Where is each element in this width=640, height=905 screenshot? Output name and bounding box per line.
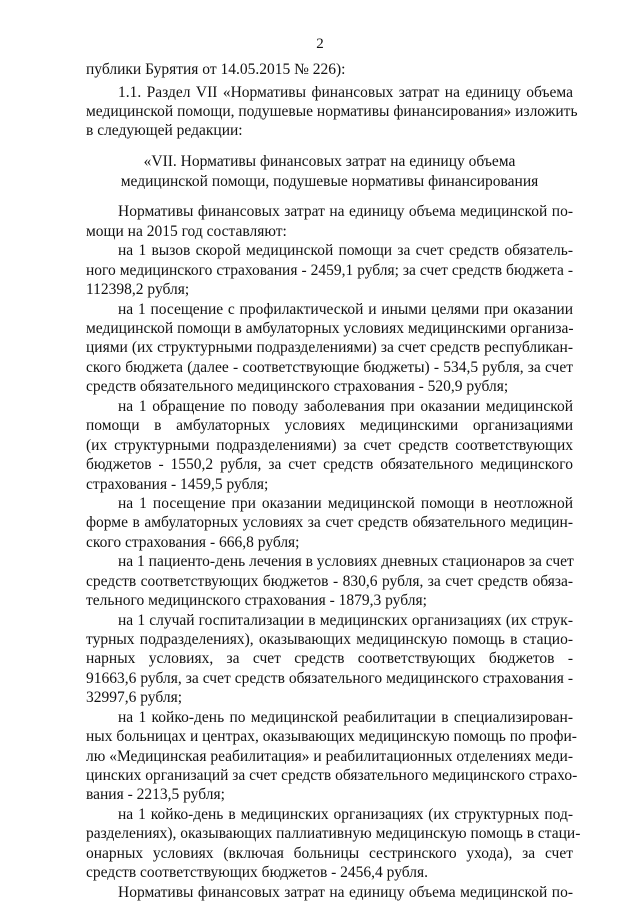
paragraph-line: страхования - 1459,5 рубля; [86, 476, 269, 493]
paragraph-line: бюджетов - 1550,2 рубля, за счет средств обязательного медицинского [86, 456, 573, 473]
paragraph-line: цинских организаций за счет средств обязательного медицинского страхо- [86, 767, 578, 784]
page-number: 2 [316, 36, 324, 52]
paragraph-line: ного медицинского страхования - 2459,1 рубля; за счет средств бюджета - [86, 262, 573, 279]
paragraph-line: форме в амбулаторных условиях за счет средств обязательного медицин- [86, 514, 573, 531]
paragraph-line: 32997,6 рубля; [86, 689, 183, 706]
paragraph-line: тельного медицинского страхования - 1879,3 рубля; [86, 592, 427, 609]
paragraph-line: помощи в амбулаторных условиях медицинскими организациями [86, 417, 573, 434]
paragraph-line: средств обязательного медицинского страхования - 520,9 рубля; [86, 378, 509, 395]
intro-line: публики Бурятия от 14.05.2015 № 226): [86, 61, 346, 78]
section-heading-line: «VII. Нормативы финансовых затрат на единицу объема [143, 153, 516, 170]
paragraph-first-line: на 1 вызов скорой медицинской помощи за счет средств обязатель- [118, 242, 573, 259]
paragraph-line: ского страхования - 666,8 рубля; [86, 534, 300, 551]
paragraph-line: 91663,6 рубля, за счет средств обязательного медицинского страхования - [86, 670, 573, 687]
paragraph-first-line: на 1 посещение с профилактической и иными целями при оказании [118, 301, 573, 318]
paragraph-first-line: Нормативы финансовых затрат на единицу объема медицинской по- [118, 203, 573, 220]
paragraph-line: ных больницах и центрах, оказывающих медицинскую помощь по профи- [86, 728, 577, 745]
intro-line: 1.1. Раздел VII «Нормативы финансовых затрат на единицу объема [118, 84, 573, 101]
paragraph-line: разделениях), оказывающих паллиативную медицинскую помощь в стаци- [86, 825, 581, 842]
intro-line: в следующей редакции: [86, 122, 243, 139]
paragraph-line: турных подразделениях), оказывающих медицинскую помощь в стацио- [86, 631, 573, 648]
paragraph-line: циями (их структурными подразделениями) за счет средств республикан- [86, 339, 573, 356]
paragraph-first-line: на 1 обращение по поводу заболевания при оказании медицинской [118, 398, 573, 415]
paragraph-line: ского бюджета (далее - соответствующие бюджеты) - 534,5 рубля, за счет [86, 359, 573, 376]
paragraph-line: 112398,2 рубля; [86, 281, 190, 298]
paragraph-line: средств соответствующих бюджетов - 2456,4 рубля. [86, 864, 429, 881]
paragraph-line: нарных условиях, за счет средств соответствующих бюджетов - [86, 650, 573, 667]
paragraph-line: вания - 2213,5 рубля; [86, 786, 225, 803]
intro-line: медицинской помощи, подушевые нормативы финансирования» изложить [86, 103, 578, 120]
paragraph-first-line: на 1 пациенто-день лечения в условиях дневных стационаров за счет [118, 553, 574, 570]
section-heading-line: медицинской помощи, подушевые нормативы финансирования [120, 173, 539, 190]
paragraph-line: медицинской помощи в амбулаторных условиях медицинскими организа- [86, 320, 574, 337]
paragraph-line: средств соответствующих бюджетов - 830,6 рубля, за счет средств обяза- [86, 573, 573, 590]
paragraph-first-line: на 1 койко-день по медицинской реабилитации в специализирован- [118, 709, 573, 726]
paragraph-first-line: на 1 посещение при оказании медицинской помощи в неотложной [118, 495, 573, 512]
paragraph-first-line: на 1 случай госпитализации в медицинских организациях (их струк- [118, 612, 573, 629]
paragraph-first-line: на 1 койко-день в медицинских организациях (их структурных под- [118, 806, 573, 823]
paragraph-line: онарных условиях (включая больницы сестринского ухода), за счет [86, 845, 573, 862]
paragraph-line: (их структурными подразделениями) за счет средств соответствующих [86, 437, 573, 454]
paragraph-line: лю «Медицинская реабилитация» и реабилитационных отделениях меди- [86, 748, 573, 765]
paragraph-first-line: Нормативы финансовых затрат на единицу объема медицинской по- [118, 884, 573, 901]
paragraph-line: мощи на 2015 год составляют: [86, 223, 287, 240]
